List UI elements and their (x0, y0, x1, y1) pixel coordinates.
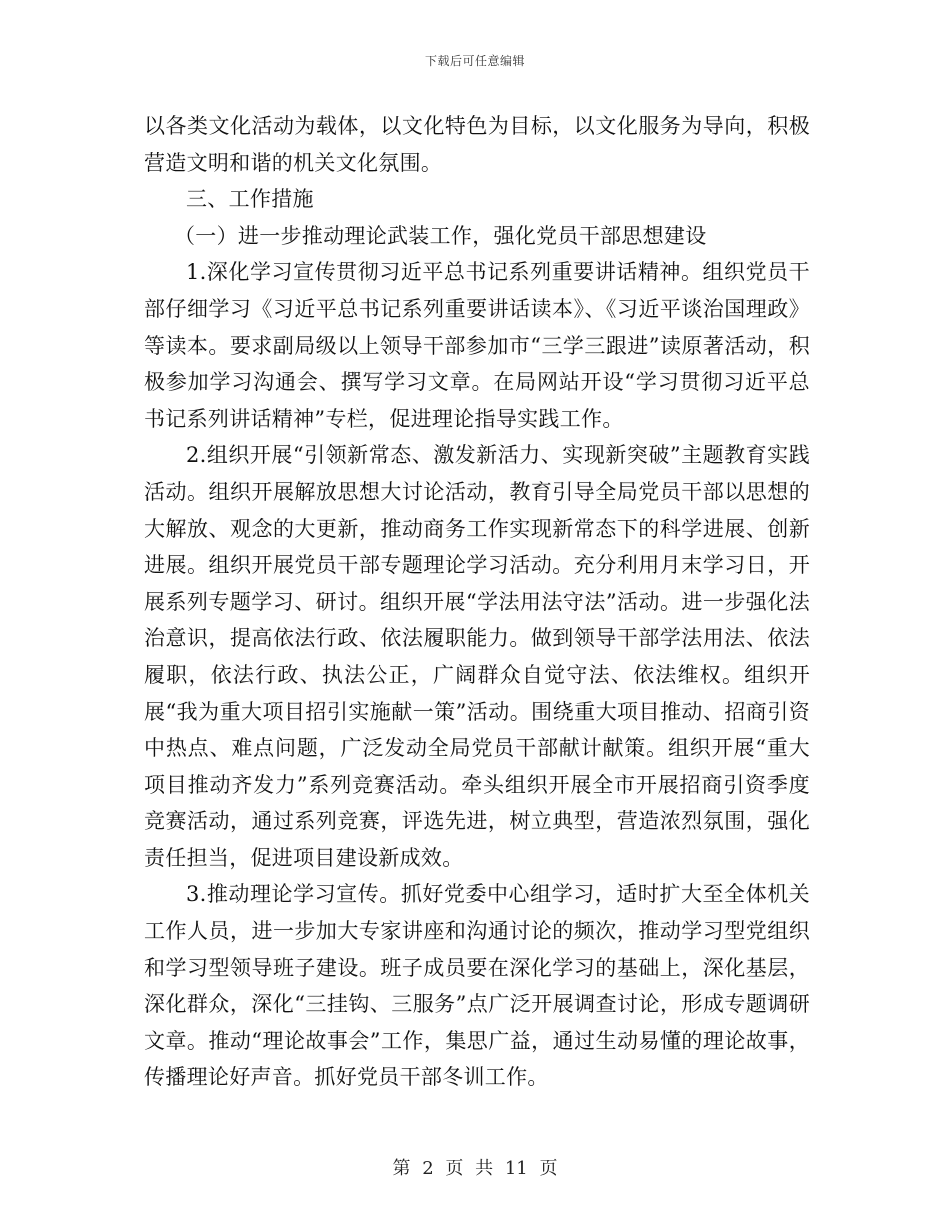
paragraph-item-2: 2.组织开展“引领新常态、激发新活力、实现新突破”主题教育实践活动。组织开展解放思想大讨论活动，教育引导全局党员干部以思想的大解放、观念的大更新，推动商务工作实现新常态下的科学进展、创新进展。组织开展党员干部专题理论学习活动。充分利用月末学习日，开展系列专题学习、研讨。组织开展“学法用法守法”活动。进一步强化法治意识，提高依法行政、依法履职能力。做到领导干部学法用法、依法履职，依法行政、执法公正，广阔群众自觉守法、依法维权。组织开展“我为重大项目招引实施献一策”活动。围绕重大项目推动、招商引资中热点、难点问题，广泛发动全局党员干部献计献策。组织开展“重大项目推动齐发力”系列竞赛活动。牵头组织开展全市开展招商引资季度竞赛活动，通过系列竞赛，评选先进，树立典型，营造浓烈氛围，强化责任担当，促进项目建设新成效。 (144, 443, 810, 870)
page-header-note: 下载后可任意编辑 (424, 54, 525, 68)
subsection-heading: （一）进一步推动理论武装工作，强化党员干部思想建设 (174, 223, 707, 248)
page-number: 第 2 页 共 11 页 (392, 1158, 558, 1179)
paragraph-item-1: 1.深化学习宣传贯彻习近平总书记系列重要讲话精神。组织党员干部仔细学习《习近平总书记系列重要讲话读本》、《习近平谈治国理政》等读本。要求副局级以上领导干部参加市“三学三跟进”读原著活动，积极参加学习沟通会、撰写学习文章。在局网站开设“学习贯彻习近平总书记系列讲话精神”专栏，促进理论指导实践工作。 (144, 260, 810, 431)
paragraph-continuation: 以各类文化活动为载体，以文化特色为目标，以文化服务为导向，积极营造文明和谐的机关文化氛围。 (144, 114, 810, 175)
paragraph-item-3: 3.推动理论学习宣传。抓好党委中心组学习，适时扩大至全体机关工作人员，进一步加大专家讲座和沟通讨论的频次，推动学习型党组织和学习型领导班子建设。班子成员要在深化学习的基础上，深化基层，深化群众，深化“三挂钩、三服务”点广泛开展调查讨论，形成专题调研文章。推动“理论故事会”工作，集思广益，通过生动易懂的理论故事，传播理论好声音。抓好党员干部冬训工作。 (144, 882, 810, 1090)
document-body (144, 108, 810, 1096)
section-heading: 三、工作措施 (186, 187, 314, 212)
